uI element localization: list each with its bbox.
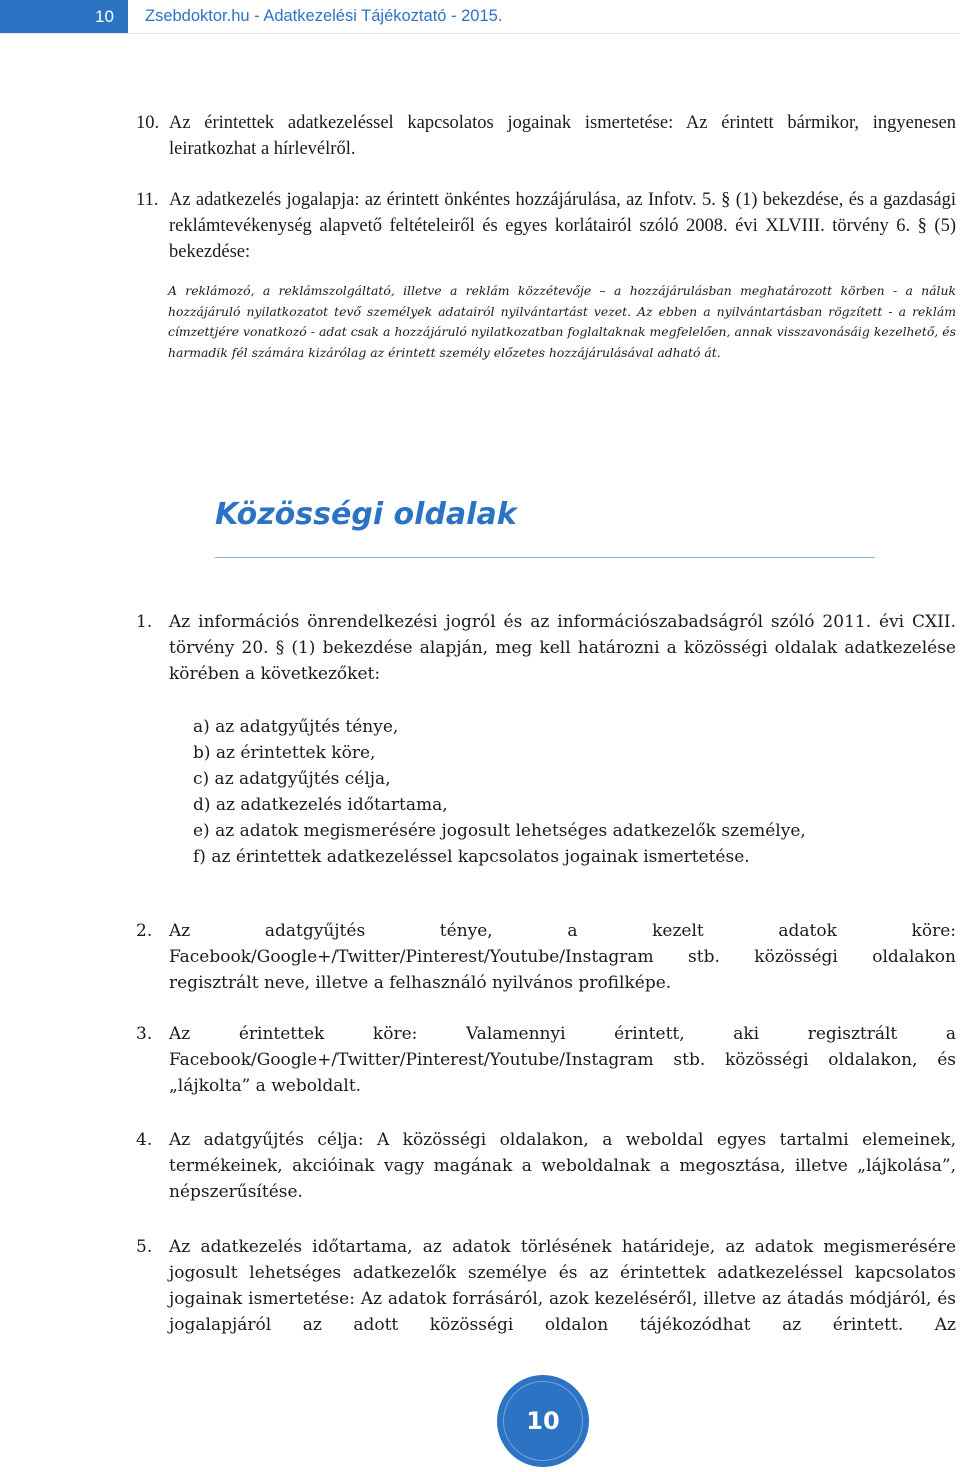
list-item-3 bbox=[136, 1021, 956, 1099]
law-quote: A reklámozó, a reklámszolgáltató, illetve a reklám közzétevője – a hozzájárulásban meghatározott körben - a náluk hozzájáruló nyilatkozatot tevő személyek adatairól nyilvántartást vezet. Az ebben a nyilvántartásban rögzített - a reklám címzettjére vonatkozó - adat csak a hozzájáruló nyilatkozatban foglaltaknak megfelelően, annak visszavonásáig kezelhető, és harmadik fél számára kizárólag az érintett személy előzetes hozzájárulásával adható át. bbox=[168, 283, 956, 360]
sub-list bbox=[193, 714, 806, 870]
section-divider bbox=[215, 557, 875, 558]
list-item-number: 10. bbox=[136, 113, 160, 133]
footer-page-number-badge: 10 bbox=[497, 1375, 589, 1467]
list-item-text: Az érintettek köre: Valamennyi érintett, aki regisztrált a Facebook/Google+/Twitter/Pinterest/Youtube/Instagram stb. közösségi oldalakon, és „lájkolta” a weboldalt. bbox=[169, 1024, 956, 1096]
list-item-text: Az adatgyűjtés ténye, a kezelt adatok köre: Facebook/Google+/Twitter/Pinterest/Youtube/Instagram stb. közösségi oldalakon regisztrált neve, illetve a felhasználó nyilvános profilképe. bbox=[169, 921, 956, 993]
list-item-5 bbox=[136, 1234, 956, 1338]
list-item-2 bbox=[136, 918, 956, 996]
list-item-number: 3. bbox=[136, 1024, 153, 1044]
sub-list-item: a) az adatgyűjtés ténye, bbox=[193, 717, 399, 737]
list-item-4 bbox=[136, 1127, 956, 1205]
header-page-number: 10 bbox=[0, 0, 128, 33]
sub-list-item: d) az adatkezelés időtartama, bbox=[193, 795, 448, 815]
sub-list-item: f) az érintettek adatkezeléssel kapcsolatos jogainak ismertetése. bbox=[193, 847, 750, 867]
list-item-number: 2. bbox=[136, 921, 153, 941]
list-item-text: Az adatkezelés időtartama, az adatok törlésének határideje, az adatok megismerésére jogosult lehetséges adatkezelők személye és az érintettek adatkezeléssel kapcsolatos jogainak ismertetése: Az adatok forrásáról, azok kezeléséről, illetve az átadás módjáról, és jogalapjáról az adott közösségi oldalon tájékozódhat az érintett. Az bbox=[169, 1237, 956, 1335]
sub-list-item: c) az adatgyűjtés célja, bbox=[193, 769, 391, 789]
list-item-number: 5. bbox=[136, 1237, 153, 1257]
list-item-10 bbox=[136, 110, 956, 162]
list-item-text: Az adatkezelés jogalapja: az érintett önkéntes hozzájárulása, az Infotv. 5. § (1) bekezdése, és a gazdasági reklámtevékenység alapvető feltételeiről és egyes korlátairól szóló 2008. évi XLVIII. törvény 6. § (5) bekezdése: bbox=[169, 190, 956, 262]
header-title: Zsebdoktor.hu - Adatkezelési Tájékoztató - 2015. bbox=[145, 7, 503, 25]
list-item-text: Az adatgyűjtés célja: A közösségi oldalakon, a weboldal egyes tartalmi elemeinek, termékeinek, akcióinak vagy magának a weboldalnak a megosztása, illetve „lájkolása”, népszerűsítése. bbox=[169, 1130, 956, 1202]
list-item-number: 4. bbox=[136, 1130, 153, 1150]
list-item-number: 11. bbox=[136, 190, 159, 210]
list-item-11 bbox=[136, 187, 956, 265]
list-item-1 bbox=[136, 609, 956, 687]
sub-list-item: e) az adatok megismerésére jogosult lehetséges adatkezelők személye, bbox=[193, 821, 806, 841]
list-item-text: Az érintettek adatkezeléssel kapcsolatos jogainak ismertetése: Az érintett bármikor, ingyenesen leiratkozhat a hírlevélről. bbox=[169, 113, 956, 159]
section-title: Közösségi oldalak bbox=[215, 497, 517, 532]
sub-list-item: b) az érintettek köre, bbox=[193, 743, 376, 763]
list-item-text: Az információs önrendelkezési jogról és az információszabadságról szóló 2011. évi CXII. törvény 20. § (1) bekezdése alapján, meg kell határozni a közösségi oldalak adatkezelése körében a következőket: bbox=[169, 612, 956, 684]
list-item-number: 1. bbox=[136, 612, 153, 632]
